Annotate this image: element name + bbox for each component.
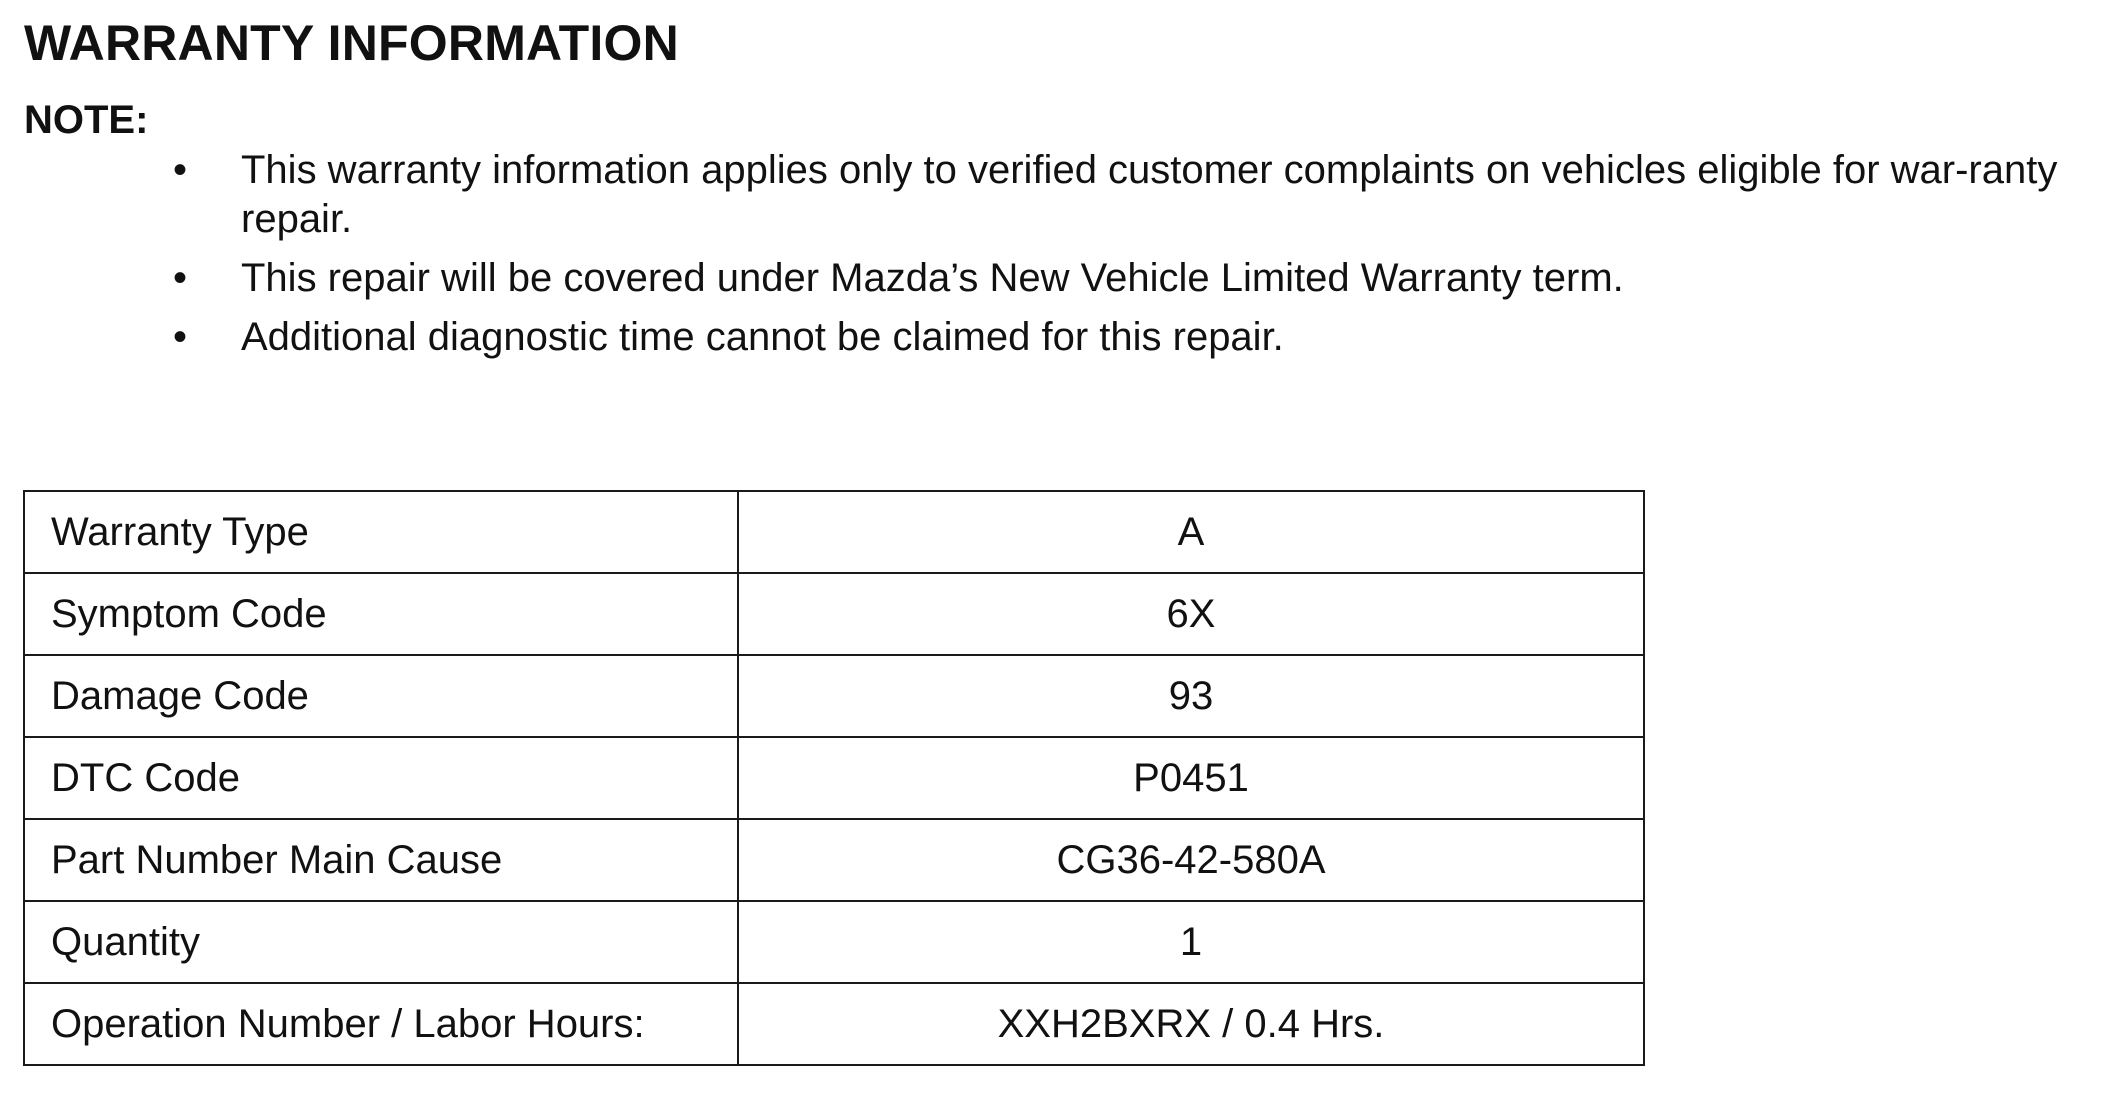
warranty-table bbox=[23, 490, 1645, 1066]
table-row bbox=[24, 573, 1644, 655]
row-value: 93 bbox=[738, 655, 1644, 737]
row-value: 1 bbox=[738, 901, 1644, 983]
row-label: Warranty Type bbox=[24, 491, 738, 573]
note-text: Additional diagnostic time cannot be claimed for this repair. bbox=[241, 315, 1284, 359]
page-title: WARRANTY INFORMATION bbox=[24, 15, 679, 71]
row-label: Damage Code bbox=[24, 655, 738, 737]
row-value: P0451 bbox=[738, 737, 1644, 819]
table-row bbox=[24, 983, 1644, 1065]
table-row bbox=[24, 655, 1644, 737]
table-row bbox=[24, 819, 1644, 901]
row-value: CG36-42-580A bbox=[738, 819, 1644, 901]
row-value: 6X bbox=[738, 573, 1644, 655]
row-label: Symptom Code bbox=[24, 573, 738, 655]
note-text: This repair will be covered under Mazda’s New Vehicle Limited Warranty term. bbox=[241, 256, 1624, 300]
row-label: Part Number Main Cause bbox=[24, 819, 738, 901]
note-item bbox=[0, 254, 2071, 303]
table-row bbox=[24, 901, 1644, 983]
row-value: XXH2BXRX / 0.4 Hrs. bbox=[738, 983, 1644, 1065]
bullet-icon: • bbox=[172, 148, 187, 192]
row-label: Operation Number / Labor Hours: bbox=[24, 983, 738, 1065]
note-text: This warranty information applies only to verified customer complaints on vehicles eligible for war-ranty repair. bbox=[241, 148, 2058, 241]
table-row bbox=[24, 737, 1644, 819]
table-row bbox=[24, 491, 1644, 573]
note-label: NOTE: bbox=[24, 98, 149, 142]
row-label: DTC Code bbox=[24, 737, 738, 819]
row-label: Quantity bbox=[24, 901, 738, 983]
bullet-icon: • bbox=[172, 256, 187, 300]
note-item bbox=[0, 146, 2071, 244]
row-value: A bbox=[738, 491, 1644, 573]
note-list bbox=[0, 146, 2101, 372]
note-item bbox=[0, 313, 2071, 362]
bullet-icon: • bbox=[172, 315, 187, 359]
